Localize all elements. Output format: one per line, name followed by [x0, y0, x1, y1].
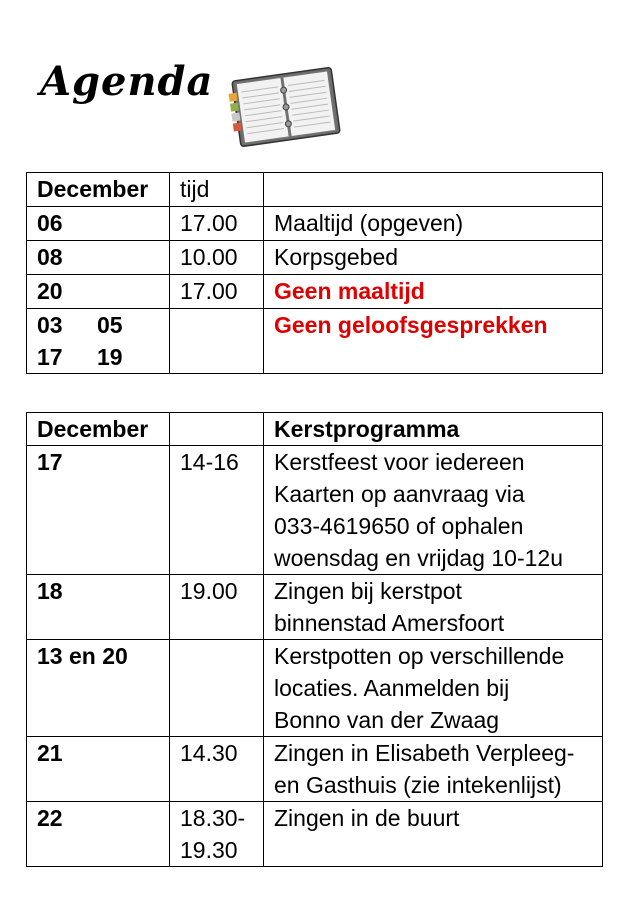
- table-row: [27, 241, 603, 275]
- row-time: 14-16: [170, 446, 264, 575]
- header-time: [170, 413, 264, 446]
- event-line: woensdag en vrijdag 10-12u: [274, 545, 563, 571]
- table-row: [27, 309, 603, 374]
- row-dates-multi: [27, 309, 170, 374]
- table-row: [27, 737, 603, 802]
- row-time: 10.00: [170, 241, 264, 275]
- row-date: 22: [27, 802, 170, 867]
- event-line: locaties. Aanmelden bij: [274, 675, 510, 701]
- row-date: 18: [27, 575, 170, 640]
- table-row: [27, 207, 603, 241]
- row-event: Maaltijd (opgeven): [264, 207, 603, 241]
- time-line: 19.30: [180, 837, 238, 863]
- row-date: 06: [27, 207, 170, 241]
- date-value: 05: [97, 312, 123, 338]
- row-time: 17.00: [170, 275, 264, 309]
- row-date: 20: [27, 275, 170, 309]
- agenda-book-icon: [228, 64, 344, 150]
- row-event-highlight: Geen geloofsgesprekken: [264, 309, 603, 374]
- table-row: [27, 575, 603, 640]
- row-time: [170, 309, 264, 374]
- table-header-row: [27, 173, 603, 207]
- event-line: Kerstpotten op verschillende: [274, 643, 565, 669]
- row-event: [264, 640, 603, 737]
- event-line: Zingen bij kerstpot: [274, 578, 462, 604]
- table-row: [27, 275, 603, 309]
- event-line: Zingen in Elisabeth Verpleeg-: [274, 740, 575, 766]
- page-title: Agenda: [40, 58, 214, 105]
- header-december: December: [27, 173, 170, 207]
- row-time: [170, 802, 264, 867]
- agenda-table-december: [26, 172, 603, 374]
- header-december: December: [27, 413, 170, 446]
- row-time: 17.00: [170, 207, 264, 241]
- table-row: [27, 802, 603, 867]
- table-header-row: [27, 413, 603, 446]
- event-line: Bonno van der Zwaag: [274, 707, 500, 733]
- header-event: [264, 173, 603, 207]
- row-date: 21: [27, 737, 170, 802]
- date-value: 19: [97, 344, 123, 370]
- row-event: [264, 575, 603, 640]
- row-time: 19.00: [170, 575, 264, 640]
- row-event: [264, 737, 603, 802]
- row-time: 14.30: [170, 737, 264, 802]
- header-program: Kerstprogramma: [264, 413, 603, 446]
- date-value: 03: [37, 312, 63, 338]
- event-line: Kaarten op aanvraag via: [274, 481, 525, 507]
- event-line: 033-4619650 of ophalen: [274, 513, 524, 539]
- header-time: tijd: [170, 173, 264, 207]
- row-event: [264, 802, 603, 867]
- christmas-program-table: [26, 412, 603, 867]
- event-line: en Gasthuis (zie intekenlijst): [274, 772, 562, 798]
- row-date: 13 en 20: [27, 640, 170, 737]
- table-row: [27, 446, 603, 575]
- row-date: 08: [27, 241, 170, 275]
- event-line: Zingen in de buurt: [274, 805, 460, 831]
- table-row: [27, 640, 603, 737]
- row-date: 17: [27, 446, 170, 575]
- time-line: 18.30-: [180, 805, 246, 831]
- row-event-highlight: Geen maaltijd: [264, 275, 603, 309]
- event-line: Kerstfeest voor iedereen: [274, 449, 525, 475]
- row-event: [264, 446, 603, 575]
- row-event: Korpsgebed: [264, 241, 603, 275]
- event-line: binnenstad Amersfoort: [274, 610, 505, 636]
- row-time: [170, 640, 264, 737]
- date-value: 17: [37, 344, 63, 370]
